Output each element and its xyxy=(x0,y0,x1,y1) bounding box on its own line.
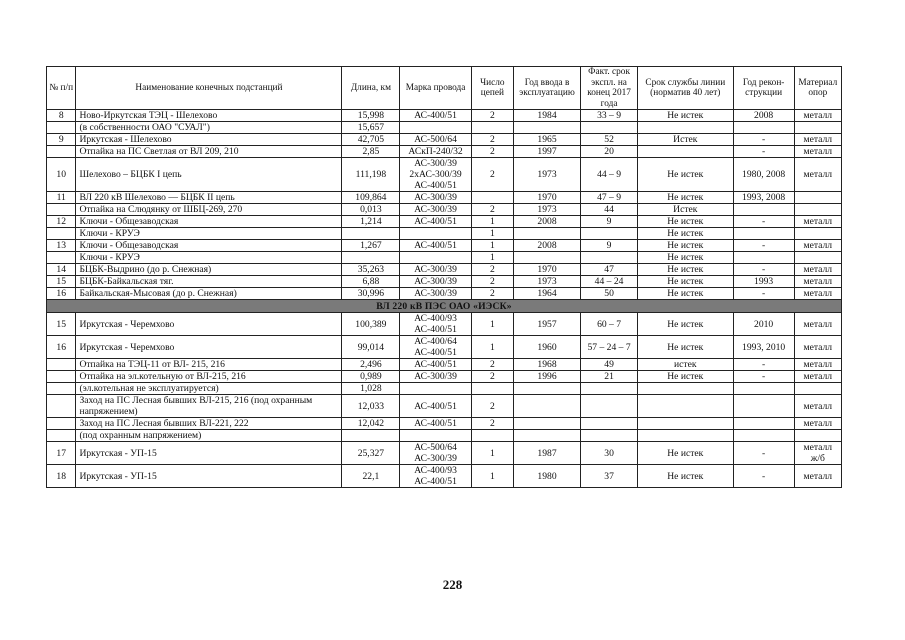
table-row xyxy=(47,383,842,395)
cell-length: 1,028 xyxy=(342,383,400,395)
cell-row-number: 16 xyxy=(47,288,76,300)
cell-service-status: Не истек xyxy=(637,313,733,336)
cell-commission-year xyxy=(513,418,580,430)
cell-length: 0,989 xyxy=(342,371,400,383)
cell-circuits: 1 xyxy=(471,228,513,240)
cell-actual-service: 57 – 24 – 7 xyxy=(581,336,638,359)
cell-line-name: Ключи - Общезаводская xyxy=(76,216,342,228)
cell-wire-brand: АС-400/93 АС-400/51 xyxy=(400,465,472,488)
cell-service-status: Не истек xyxy=(637,216,733,228)
cell-length: 12,033 xyxy=(342,395,400,418)
cell-length: 100,389 xyxy=(342,313,400,336)
cell-reconstruction-year xyxy=(733,395,794,418)
cell-support-material: металл xyxy=(794,264,841,276)
cell-wire-brand: АС-400/51 xyxy=(400,395,472,418)
cell-row-number xyxy=(47,395,76,418)
cell-row-number: 14 xyxy=(47,264,76,276)
cell-service-status: истек xyxy=(637,359,733,371)
cell-reconstruction-year: 1980, 2008 xyxy=(733,158,794,192)
cell-line-name: Байкальская-Мысовая (до р. Снежная) xyxy=(76,288,342,300)
table-row xyxy=(47,288,842,300)
cell-row-number xyxy=(47,371,76,383)
table-row xyxy=(47,276,842,288)
header-circuits: Число цепей xyxy=(471,67,513,110)
cell-circuits: 2 xyxy=(471,146,513,158)
cell-length: 6,88 xyxy=(342,276,400,288)
cell-commission-year: 1973 xyxy=(513,158,580,192)
cell-line-name: Иркутская - УП-15 xyxy=(76,465,342,488)
cell-circuits: 2 xyxy=(471,371,513,383)
cell-service-status: Не истек xyxy=(637,252,733,264)
cell-commission-year: 1980 xyxy=(513,465,580,488)
cell-circuits: 2 xyxy=(471,418,513,430)
cell-circuits xyxy=(471,383,513,395)
cell-support-material xyxy=(794,122,841,134)
cell-reconstruction-year xyxy=(733,383,794,395)
cell-support-material: металл xyxy=(794,418,841,430)
table-row xyxy=(47,134,842,146)
cell-row-number: 17 xyxy=(47,442,76,465)
cell-wire-brand xyxy=(400,252,472,264)
cell-line-name: Ключи - КРУЭ xyxy=(76,252,342,264)
cell-wire-brand: АС-400/51 xyxy=(400,240,472,252)
cell-wire-brand: АС-400/93 АС-400/51 xyxy=(400,313,472,336)
table-row xyxy=(47,418,842,430)
cell-wire-brand: АС-300/39 xyxy=(400,288,472,300)
cell-actual-service: 44 – 24 xyxy=(581,276,638,288)
cell-commission-year: 1970 xyxy=(513,264,580,276)
cell-actual-service xyxy=(581,383,638,395)
table-row xyxy=(47,146,842,158)
cell-row-number: 16 xyxy=(47,336,76,359)
cell-row-number: 8 xyxy=(47,110,76,122)
cell-length xyxy=(342,252,400,264)
cell-row-number xyxy=(47,359,76,371)
cell-circuits: 1 xyxy=(471,465,513,488)
table-row xyxy=(47,158,842,192)
cell-wire-brand: АС-400/51 xyxy=(400,359,472,371)
cell-line-name: БЦБК-Байкальская тяг. xyxy=(76,276,342,288)
cell-support-material xyxy=(794,383,841,395)
cell-length: 111,198 xyxy=(342,158,400,192)
cell-service-status xyxy=(637,418,733,430)
cell-actual-service: 20 xyxy=(581,146,638,158)
table-row xyxy=(47,336,842,359)
cell-service-status: Не истек xyxy=(637,336,733,359)
table-row xyxy=(47,395,842,418)
cell-actual-service: 52 xyxy=(581,134,638,146)
cell-reconstruction-year: 1993 xyxy=(733,276,794,288)
cell-circuits: 1 xyxy=(471,216,513,228)
cell-reconstruction-year xyxy=(733,228,794,240)
cell-commission-year: 1973 xyxy=(513,204,580,216)
cell-actual-service: 44 – 9 xyxy=(581,158,638,192)
table-row xyxy=(47,228,842,240)
cell-commission-year: 1997 xyxy=(513,146,580,158)
header-name: Наименование конечных подстанций xyxy=(76,67,342,110)
cell-line-name: Отпайка на ПС Светлая от ВЛ 209, 210 xyxy=(76,146,342,158)
table-row xyxy=(47,240,842,252)
cell-line-name: Иркутская - Шелехово xyxy=(76,134,342,146)
cell-wire-brand xyxy=(400,430,472,442)
cell-reconstruction-year: - xyxy=(733,442,794,465)
table-row xyxy=(47,465,842,488)
table-row xyxy=(47,359,842,371)
cell-actual-service: 9 xyxy=(581,216,638,228)
table-row xyxy=(47,430,842,442)
cell-line-name: Иркутская - УП-15 xyxy=(76,442,342,465)
cell-support-material: металл xyxy=(794,371,841,383)
cell-row-number: 12 xyxy=(47,216,76,228)
cell-row-number: 13 xyxy=(47,240,76,252)
cell-service-status: Не истек xyxy=(637,465,733,488)
cell-circuits: 2 xyxy=(471,204,513,216)
cell-circuits: 1 xyxy=(471,336,513,359)
cell-commission-year xyxy=(513,228,580,240)
cell-service-status xyxy=(637,395,733,418)
cell-wire-brand: АСкП-240/32 xyxy=(400,146,472,158)
cell-reconstruction-year: - xyxy=(733,288,794,300)
cell-actual-service xyxy=(581,122,638,134)
cell-row-number xyxy=(47,204,76,216)
cell-actual-service: 21 xyxy=(581,371,638,383)
cell-service-status: Не истек xyxy=(637,110,733,122)
cell-commission-year: 1957 xyxy=(513,313,580,336)
cell-line-name: Ключи - Общезаводская xyxy=(76,240,342,252)
cell-support-material: металл xyxy=(794,110,841,122)
cell-support-material: металл xyxy=(794,134,841,146)
cell-wire-brand: АС-300/39 xyxy=(400,371,472,383)
cell-row-number xyxy=(47,252,76,264)
cell-actual-service: 49 xyxy=(581,359,638,371)
cell-length: 2,496 xyxy=(342,359,400,371)
cell-reconstruction-year: - xyxy=(733,465,794,488)
cell-support-material xyxy=(794,192,841,204)
cell-row-number: 15 xyxy=(47,276,76,288)
cell-support-material xyxy=(794,430,841,442)
cell-commission-year: 2008 xyxy=(513,240,580,252)
cell-circuits: 1 xyxy=(471,313,513,336)
cell-line-name: БЦБК-Выдрино (до р. Снежная) xyxy=(76,264,342,276)
table-row xyxy=(47,264,842,276)
cell-length: 0,013 xyxy=(342,204,400,216)
header-recon: Год рекон-струкции xyxy=(733,67,794,110)
cell-length: 2,85 xyxy=(342,146,400,158)
cell-wire-brand: АС-400/51 xyxy=(400,418,472,430)
cell-service-status: Не истек xyxy=(637,276,733,288)
cell-support-material: металл xyxy=(794,276,841,288)
cell-circuits xyxy=(471,430,513,442)
header-row xyxy=(47,67,842,110)
cell-actual-service: 60 – 7 xyxy=(581,313,638,336)
cell-line-name: Шелехово – БЦБК I цепь xyxy=(76,158,342,192)
cell-line-name: (в собственности ОАО "СУАЛ") xyxy=(76,122,342,134)
cell-wire-brand: АС-300/39 xyxy=(400,276,472,288)
cell-reconstruction-year: - xyxy=(733,264,794,276)
cell-length: 25,327 xyxy=(342,442,400,465)
cell-length: 30,996 xyxy=(342,288,400,300)
table-row xyxy=(47,204,842,216)
cell-actual-service xyxy=(581,430,638,442)
cell-service-status xyxy=(637,383,733,395)
cell-line-name: Заход на ПС Лесная бывших ВЛ-215, 216 (под охранным напряжением) xyxy=(76,395,342,418)
cell-wire-brand: АС-500/64 xyxy=(400,134,472,146)
cell-support-material: металл xyxy=(794,146,841,158)
cell-service-status: Не истек xyxy=(637,192,733,204)
cell-service-status xyxy=(637,122,733,134)
cell-wire-brand xyxy=(400,228,472,240)
cell-actual-service: 44 xyxy=(581,204,638,216)
cell-circuits: 2 xyxy=(471,359,513,371)
cell-wire-brand: АС-300/39 xyxy=(400,204,472,216)
cell-circuits: 2 xyxy=(471,288,513,300)
cell-circuits: 2 xyxy=(471,276,513,288)
cell-circuits: 1 xyxy=(471,442,513,465)
cell-support-material: металл xyxy=(794,336,841,359)
cell-circuits: 2 xyxy=(471,134,513,146)
cell-reconstruction-year: - xyxy=(733,371,794,383)
cell-reconstruction-year xyxy=(733,252,794,264)
cell-actual-service xyxy=(581,418,638,430)
cell-support-material: металл xyxy=(794,158,841,192)
cell-reconstruction-year: - xyxy=(733,240,794,252)
cell-actual-service: 50 xyxy=(581,288,638,300)
table-row xyxy=(47,110,842,122)
cell-reconstruction-year: 1993, 2008 xyxy=(733,192,794,204)
cell-support-material: металл xyxy=(794,465,841,488)
cell-circuits: 2 xyxy=(471,264,513,276)
cell-circuits xyxy=(471,122,513,134)
header-length: Длина, км xyxy=(342,67,400,110)
cell-length: 99,014 xyxy=(342,336,400,359)
cell-length: 22,1 xyxy=(342,465,400,488)
cell-commission-year xyxy=(513,383,580,395)
cell-reconstruction-year xyxy=(733,430,794,442)
cell-commission-year xyxy=(513,122,580,134)
cell-length: 12,042 xyxy=(342,418,400,430)
cell-wire-brand: АС-300/39 xyxy=(400,192,472,204)
cell-actual-service xyxy=(581,228,638,240)
cell-wire-brand: АС-500/64 АС-300/39 xyxy=(400,442,472,465)
table-row xyxy=(47,122,842,134)
cell-row-number xyxy=(47,418,76,430)
cell-service-status: Истек xyxy=(637,134,733,146)
cell-line-name: Отпайка на Слюдянку от ШБЦ-269, 270 xyxy=(76,204,342,216)
cell-line-name: Заход на ПС Лесная бывших ВЛ-221, 222 xyxy=(76,418,342,430)
cell-row-number xyxy=(47,146,76,158)
cell-service-status xyxy=(637,146,733,158)
cell-circuits: 2 xyxy=(471,158,513,192)
cell-commission-year xyxy=(513,430,580,442)
cell-row-number: 15 xyxy=(47,313,76,336)
cell-reconstruction-year: 1993, 2010 xyxy=(733,336,794,359)
cell-support-material: металл xyxy=(794,216,841,228)
cell-reconstruction-year xyxy=(733,418,794,430)
cell-support-material xyxy=(794,252,841,264)
cell-length: 35,263 xyxy=(342,264,400,276)
cell-commission-year: 1973 xyxy=(513,276,580,288)
cell-actual-service xyxy=(581,395,638,418)
cell-actual-service: 47 xyxy=(581,264,638,276)
cell-support-material: металл xyxy=(794,395,841,418)
cell-length: 15,657 xyxy=(342,122,400,134)
cell-wire-brand: АС-300/39 xyxy=(400,264,472,276)
cell-line-name: Ново-Иркутская ТЭЦ - Шелехово xyxy=(76,110,342,122)
cell-commission-year: 1964 xyxy=(513,288,580,300)
section-header-row xyxy=(47,300,842,313)
cell-line-name: Иркутская - Черемхово xyxy=(76,313,342,336)
cell-row-number: 10 xyxy=(47,158,76,192)
header-material: Материал опор xyxy=(794,67,841,110)
cell-wire-brand: АС-400/51 xyxy=(400,110,472,122)
cell-row-number xyxy=(47,430,76,442)
cell-service-status: Не истек xyxy=(637,288,733,300)
cell-support-material: металл xyxy=(794,359,841,371)
cell-commission-year: 1968 xyxy=(513,359,580,371)
cell-actual-service: 33 – 9 xyxy=(581,110,638,122)
power-lines-table xyxy=(46,66,842,488)
cell-circuits xyxy=(471,192,513,204)
cell-commission-year: 1996 xyxy=(513,371,580,383)
cell-length xyxy=(342,430,400,442)
cell-commission-year xyxy=(513,252,580,264)
cell-reconstruction-year: - xyxy=(733,216,794,228)
cell-commission-year: 1960 xyxy=(513,336,580,359)
cell-actual-service: 37 xyxy=(581,465,638,488)
cell-reconstruction-year: 2010 xyxy=(733,313,794,336)
cell-row-number xyxy=(47,228,76,240)
cell-circuits: 1 xyxy=(471,252,513,264)
cell-commission-year: 1970 xyxy=(513,192,580,204)
cell-support-material: металл xyxy=(794,240,841,252)
cell-row-number: 9 xyxy=(47,134,76,146)
cell-line-name: Иркутская - Черемхово xyxy=(76,336,342,359)
table-row xyxy=(47,216,842,228)
header-service: Срок службы линии (норматив 40 лет) xyxy=(637,67,733,110)
cell-wire-brand: АС-400/51 xyxy=(400,216,472,228)
cell-wire-brand: АС-300/39 2хАС-300/39 АС-400/51 xyxy=(400,158,472,192)
cell-support-material xyxy=(794,204,841,216)
header-year: Год ввода в эксплуатацию xyxy=(513,67,580,110)
cell-actual-service: 30 xyxy=(581,442,638,465)
table-row xyxy=(47,192,842,204)
cell-row-number xyxy=(47,122,76,134)
cell-service-status: Не истек xyxy=(637,158,733,192)
header-fact: Факт. срок экспл. на конец 2017 года xyxy=(581,67,638,110)
cell-wire-brand xyxy=(400,122,472,134)
cell-actual-service: 9 xyxy=(581,240,638,252)
table-row xyxy=(47,371,842,383)
cell-line-name: Отпайка на эл.котельную от ВЛ-215, 216 xyxy=(76,371,342,383)
cell-reconstruction-year: - xyxy=(733,146,794,158)
cell-reconstruction-year: - xyxy=(733,134,794,146)
cell-circuits: 2 xyxy=(471,395,513,418)
cell-line-name: ВЛ 220 кВ Шелехово — БЦБК II цепь xyxy=(76,192,342,204)
cell-wire-brand xyxy=(400,383,472,395)
cell-support-material: металл ж/б xyxy=(794,442,841,465)
cell-service-status xyxy=(637,430,733,442)
cell-row-number: 11 xyxy=(47,192,76,204)
cell-line-name: (эл.котельная не эксплуатируется) xyxy=(76,383,342,395)
cell-line-name: Ключи - КРУЭ xyxy=(76,228,342,240)
table-body xyxy=(47,110,842,488)
cell-service-status: Истек xyxy=(637,204,733,216)
page-number: 228 xyxy=(442,577,463,592)
cell-length: 1,267 xyxy=(342,240,400,252)
cell-service-status: Не истек xyxy=(637,240,733,252)
header-num: № п/п xyxy=(47,67,76,110)
cell-length: 42,705 xyxy=(342,134,400,146)
cell-length: 1,214 xyxy=(342,216,400,228)
cell-service-status: Не истек xyxy=(637,264,733,276)
cell-commission-year: 1984 xyxy=(513,110,580,122)
cell-wire-brand: АС-400/64 АС-400/51 xyxy=(400,336,472,359)
cell-service-status: Не истек xyxy=(637,371,733,383)
table-row xyxy=(47,442,842,465)
cell-length xyxy=(342,228,400,240)
cell-commission-year: 1965 xyxy=(513,134,580,146)
cell-reconstruction-year xyxy=(733,122,794,134)
cell-line-name: Отпайка на ТЭЦ-11 от ВЛ- 215, 216 xyxy=(76,359,342,371)
table-row xyxy=(47,252,842,264)
table-row xyxy=(47,313,842,336)
cell-line-name: (под охранным напряжением) xyxy=(76,430,342,442)
cell-support-material: металл xyxy=(794,288,841,300)
header-wire: Марка провода xyxy=(400,67,472,110)
cell-service-status: Не истек xyxy=(637,228,733,240)
cell-commission-year: 2008 xyxy=(513,216,580,228)
cell-support-material: металл xyxy=(794,313,841,336)
cell-reconstruction-year xyxy=(733,204,794,216)
cell-circuits: 1 xyxy=(471,240,513,252)
cell-commission-year xyxy=(513,395,580,418)
cell-reconstruction-year: - xyxy=(733,359,794,371)
cell-length: 15,998 xyxy=(342,110,400,122)
cell-service-status: Не истек xyxy=(637,442,733,465)
cell-actual-service: 47 – 9 xyxy=(581,192,638,204)
cell-row-number xyxy=(47,383,76,395)
cell-circuits: 2 xyxy=(471,110,513,122)
cell-commission-year: 1987 xyxy=(513,442,580,465)
cell-reconstruction-year: 2008 xyxy=(733,110,794,122)
cell-length: 109,864 xyxy=(342,192,400,204)
section-title: ВЛ 220 кВ ПЭС ОАО «ИЭСК» xyxy=(47,300,842,313)
cell-actual-service xyxy=(581,252,638,264)
cell-support-material xyxy=(794,228,841,240)
cell-row-number: 18 xyxy=(47,465,76,488)
